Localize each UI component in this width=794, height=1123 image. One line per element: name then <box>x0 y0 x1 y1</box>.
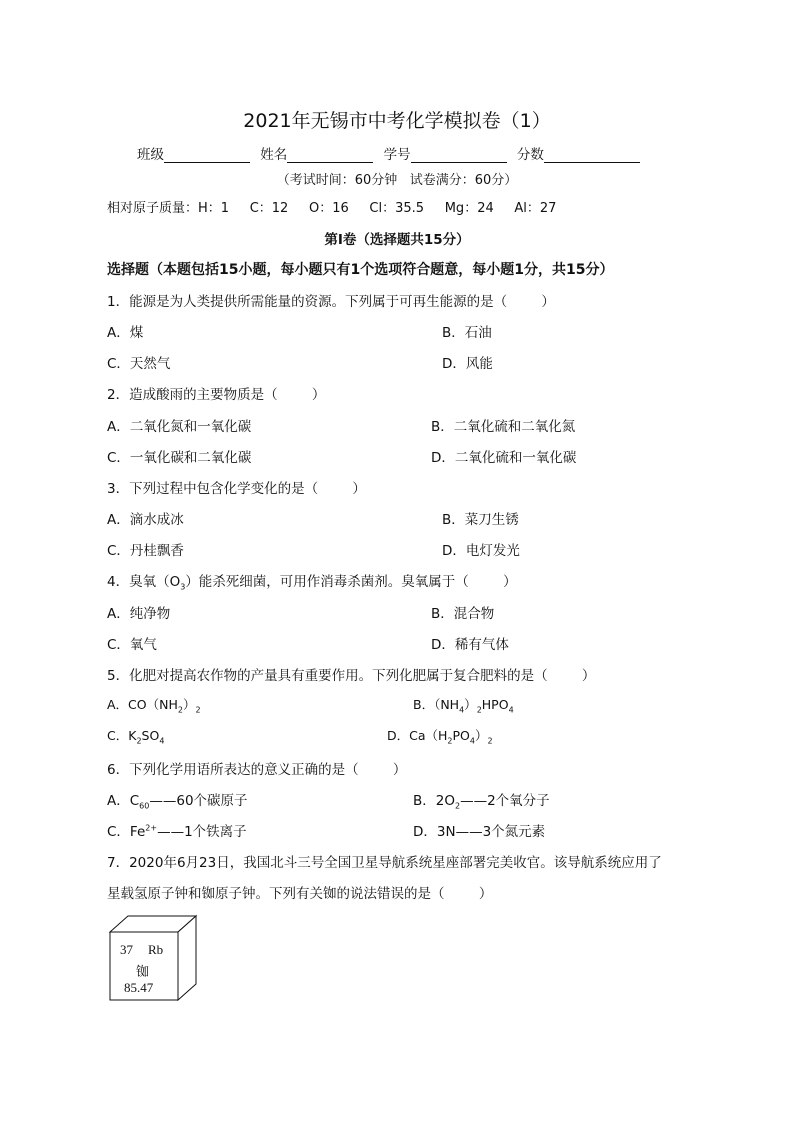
q5-d-sub2: 4 <box>469 736 475 746</box>
q5-a-sub2: 2 <box>195 705 201 715</box>
question-6-option-b[interactable] <box>413 789 550 809</box>
question-5-option-a[interactable] <box>107 695 201 713</box>
question-1-option-b[interactable]: B．石油 <box>442 325 492 341</box>
q6-b-sub: 2 <box>454 801 461 811</box>
question-6-stem: 6．下列化学用语所表达的意义正确的是（ ） <box>107 762 407 778</box>
atomic-masses: 相对原子质量：H：1 C：12 O：16 Cl：35.5 Mg：24 Al：27 <box>107 201 557 216</box>
q5-d-sub3: 2 <box>487 736 493 746</box>
question-6-option-c[interactable] <box>107 820 247 840</box>
question-3-stem: 3．下列过程中包含化学变化的是（ ） <box>107 481 366 497</box>
q6-b-pre: B．2O <box>413 793 455 809</box>
question-6-option-d[interactable]: D．3N——3个氮元素 <box>413 824 546 840</box>
question-3-option-c[interactable]: C．丹桂飘香 <box>107 543 184 559</box>
q6-c-pre: C．Fe <box>107 824 146 840</box>
q5-a-mid: ） <box>182 697 196 712</box>
question-1-option-d[interactable]: D．风能 <box>442 356 493 372</box>
q4-stem-post: ）能杀死细菌，可用作消毒杀菌剂。臭氧属于（ ） <box>185 574 517 590</box>
question-1-option-a[interactable]: A．煤 <box>107 325 144 341</box>
name-blank[interactable] <box>287 148 373 163</box>
q5-a-sub1: 2 <box>177 705 183 715</box>
q5-d-post: ） <box>475 728 488 743</box>
question-2-stem: 2．造成酸雨的主要物质是（ ） <box>107 387 326 403</box>
question-6-option-a[interactable] <box>107 789 248 809</box>
q5-b-sub2: 2 <box>476 705 482 715</box>
q5-c-sub2: 4 <box>159 736 165 746</box>
class-label: 班级 <box>137 147 164 163</box>
q5-d-mid: PO <box>452 728 470 743</box>
question-2-option-d[interactable]: D．二氧化硫和一氧化碳 <box>431 450 577 466</box>
q5-c-pre: C．K <box>107 728 137 743</box>
question-1-option-c[interactable]: C．天然气 <box>107 356 171 372</box>
question-7-stem-line1: 7．2020年6月23日，我国北斗三号全国卫星导航系统星座部署完美收官。该导航系统应用了 <box>107 855 662 871</box>
score-blank[interactable] <box>544 148 640 163</box>
q6-c-post: ——1个铁离子 <box>157 824 247 840</box>
student-info-row <box>137 143 640 163</box>
question-5-option-c[interactable] <box>107 726 164 744</box>
q5-d-sub1: 2 <box>447 736 453 746</box>
class-blank[interactable] <box>164 148 250 163</box>
q6-a-sub: 60 <box>139 801 150 811</box>
q6-c-sup: 2+ <box>145 823 158 833</box>
q4-stem-sub: 3 <box>180 582 186 592</box>
question-5-option-d[interactable] <box>387 726 493 744</box>
question-4-option-d[interactable]: D．稀有气体 <box>431 637 509 653</box>
element-atomic-number: 37 <box>120 942 133 957</box>
rubidium-element-card <box>108 914 200 1004</box>
question-7-stem-line2: 星载氢原子钟和铷原子钟。下列有关铷的说法错误的是（ ） <box>107 886 493 902</box>
q5-b-sub1: 4 <box>459 705 465 715</box>
element-name: 铷 <box>136 965 150 980</box>
q5-d-pre: D．Ca（H <box>387 728 448 743</box>
q5-b-pre: B．（NH <box>413 697 460 712</box>
q6-b-post: ——2个氧分子 <box>460 793 550 809</box>
question-5-stem: 5．化肥对提高农作物的产量具有重要作用。下列化肥属于复合肥料的是（ ） <box>107 668 596 684</box>
q5-b-mid: ） <box>464 697 477 712</box>
score-label: 分数 <box>516 147 544 163</box>
question-4-option-c[interactable]: C．氧气 <box>107 637 157 653</box>
exam-info: （考试时间：60分钟 试卷满分：60分） <box>276 173 518 188</box>
exam-title: 2021年无锡市中考化学模拟卷（1） <box>243 110 551 132</box>
section-instruction: 选择题（本题包括15小题，每小题只有1个选项符合题意，每小题1分，共15分） <box>107 262 614 278</box>
question-3-option-a[interactable]: A．滴水成冰 <box>107 512 184 528</box>
q5-b-sub3: 4 <box>508 705 514 715</box>
q6-a-post: ——60个碳原子 <box>149 793 248 809</box>
question-3-option-b[interactable]: B．菜刀生锈 <box>442 512 519 528</box>
question-5-option-b[interactable] <box>413 695 514 713</box>
element-symbol: Rb <box>148 942 164 957</box>
question-1-stem: 1．能源是为人类提供所需能量的资源。下列属于可再生能源的是（ ） <box>107 294 555 310</box>
question-4-option-a[interactable]: A．纯净物 <box>107 606 171 622</box>
q4-stem-pre: 4．臭氧（O <box>107 574 181 590</box>
q6-a-pre: A．C <box>107 793 140 809</box>
id-label: 学号 <box>383 147 411 163</box>
question-2-option-c[interactable]: C．一氧化碳和二氧化碳 <box>107 450 252 466</box>
element-card-box-icon <box>108 914 200 1004</box>
question-2-option-b[interactable]: B．二氧化硫和二氧化氮 <box>431 419 576 435</box>
q5-b-post: HPO <box>481 697 509 712</box>
question-4-option-b[interactable]: B．混合物 <box>431 606 495 622</box>
q5-c-mid: SO <box>141 728 160 743</box>
section-title: 第I卷（选择题共15分） <box>324 232 470 248</box>
id-blank[interactable] <box>411 148 507 163</box>
question-4-stem <box>107 570 517 590</box>
name-label: 姓名 <box>260 147 288 163</box>
question-3-option-d[interactable]: D．电灯发光 <box>442 543 520 559</box>
q5-a-pre: A．CO（NH <box>107 697 178 712</box>
q5-c-sub1: 2 <box>136 736 142 746</box>
question-2-option-a[interactable]: A．二氧化氮和一氧化碳 <box>107 419 252 435</box>
element-atomic-mass: 85.47 <box>124 980 154 995</box>
